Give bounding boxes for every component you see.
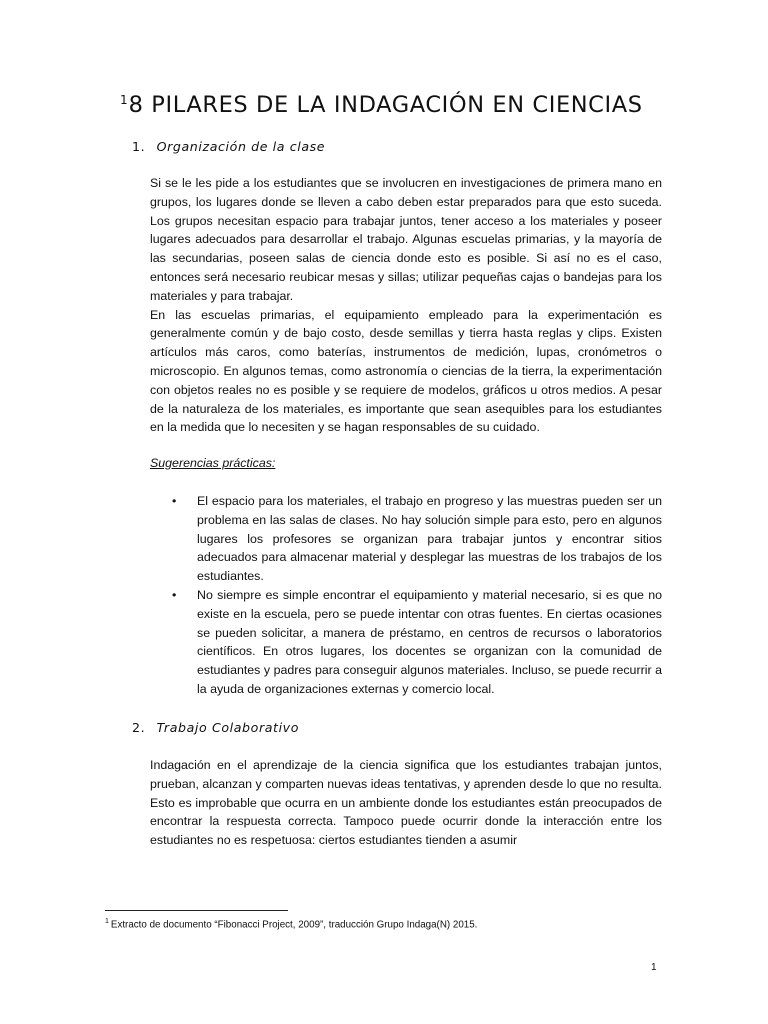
list-item xyxy=(172,586,662,699)
section-1-heading xyxy=(132,139,325,154)
list-item xyxy=(172,492,662,586)
footnote-divider xyxy=(105,910,288,911)
list-item-text: El espacio para los materiales, el trabajo en progreso y las muestras pueden ser un problema en las salas de clases. No hay solución simple para esto, pero en algunos lugares los profesores se organizan para trabajar juntos y encontrar sitios adecuados para almacenar material y desplegar las muestras de los trabajos de los estudiantes. xyxy=(197,494,662,584)
title-text: 8 PILARES DE LA INDAGACIÓN EN CIENCIAS xyxy=(128,92,643,118)
section-1-paragraph-2: En las escuelas primarias, el equipamiento empleado para la experimentación es generalmente común y de bajo costo, desde semillas y tierra hasta reglas y clips. Existen artículos más caros, como baterías, instrumentos de medición, lupas, cronómetros o microscopio. En algunos temas, como astronomía o ciencias de la tierra, la experimentación con objetos reales no es posible y se requiere de modelos, gráficos u otros medios. A pesar de la naturaleza de los materiales, es importante que sean asequibles para los estudiantes en la medida que lo necesiten y se hagan responsables de su cuidado. xyxy=(150,307,662,435)
footnote-text: Extracto de documento “Fibonacci Project, 2009”, traducción Grupo Indaga(N) 2015. xyxy=(110,919,478,931)
page-title xyxy=(120,92,680,118)
section-1-title: Organización de la clase xyxy=(156,139,326,154)
footnote-marker: 1 xyxy=(105,918,109,925)
section-1-body xyxy=(150,174,662,437)
page-number: 1 xyxy=(651,962,657,973)
section-2-number: 2. xyxy=(132,720,146,735)
bullet-icon: • xyxy=(172,587,177,602)
section-2-title: Trabajo Colaborativo xyxy=(156,720,300,735)
suggestions-label: Sugerencias prácticas: xyxy=(150,456,276,470)
section-2-heading xyxy=(132,720,299,735)
list-item-text: No siempre es simple encontrar el equipamiento y material necesario, si es que no existe en la escuela, pero se puede intentar con otras fuentes. En ciertas ocasiones se pueden solicitar, a manera de préstamo, en centros de recursos o laboratorios científicos. En otros lugares, los docentes se organizan con la comunidad de estudiantes y padres para conseguir algunos materiales. Incluso, se puede recurrir a la ayuda de organizaciones externas y comercio local. xyxy=(197,587,662,696)
section-1-number: 1. xyxy=(132,139,146,154)
section-1-paragraph-1: Si se le les pide a los estudiantes que se involucren en investigaciones de primera mano en grupos, los lugares donde se lleven a cabo deben estar preparados para que esto suceda. Los grupos necesitan espacio para trabajar juntos, tener acceso a los materiales y poseer lugares adecuados para desarrollar el trabajo. Algunas escuelas primarias, y la mayoría de las secundarias, poseen salas de ciencia donde esto es posible. Si así no es el caso, entonces será necesario reubicar mesas y sillas; utilizar pequeñas cajas o bandejas para los materiales y para trabajar. xyxy=(150,176,662,303)
bullet-icon: • xyxy=(172,494,177,508)
suggestions-list xyxy=(172,492,662,699)
section-2-paragraph-1: Indagación en el aprendizaje de la ciencia significa que los estudiantes trabajan juntos, prueban, alcanzan y comparten nuevas ideas tentativas, y aprenden desde lo que no resulta. Esto es improbable que ocurra en un ambiente donde los estudiantes están preocupados de encontrar la respuesta correcta. Tampoco puede ocurrir donde la interacción entre los estudiantes no es respetuosa: ciertos estudiantes tienden a asumir xyxy=(150,758,662,848)
title-footnote-marker: 1 xyxy=(120,92,128,107)
section-2-body xyxy=(150,756,662,850)
footnote xyxy=(105,918,477,930)
